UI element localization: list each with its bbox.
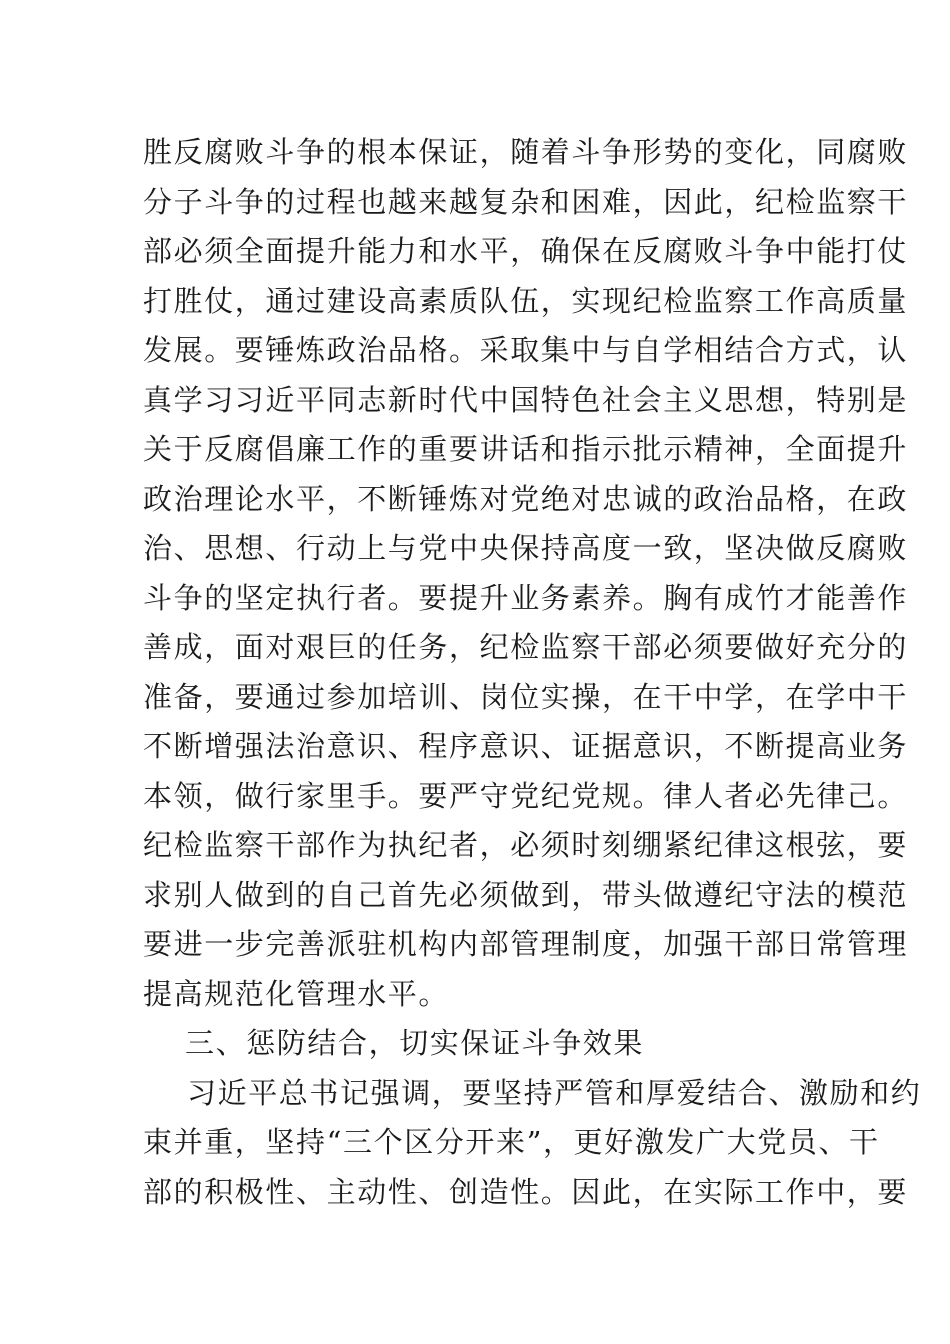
body-line-12: 准备，要通过参加培训、岗位实操，在干中学，在学中干 xyxy=(143,679,909,714)
paragraph2-line-1: 习近平总书记强调，要坚持严管和厚爱结合、激励和约 xyxy=(187,1075,922,1110)
body-line-10: 斗争的坚定执行者。要提升业务素养。胸有成竹才能善作 xyxy=(143,580,909,615)
body-line-15: 纪检监察干部作为执纪者，必须时刻绷紧纪律这根弦，要 xyxy=(143,828,909,862)
section-heading: 三、惩防结合，切实保证斗争效果 xyxy=(185,1026,645,1060)
body-line-5: 发展。要锤炼政治品格。采取集中与自学相结合方式，认 xyxy=(143,333,909,367)
body-line-9: 治、思想、行动上与党中央保持高度一致，坚决做反腐败 xyxy=(143,531,909,565)
body-line-13: 不断增强法治意识、程序意识、证据意识，不断提高业务 xyxy=(143,729,909,763)
body-line-14: 本领，做行家里手。要严守党纪党规。律人者必先律己。 xyxy=(143,778,909,813)
body-line-2: 分子斗争的过程也越来越复杂和困难，因此，纪检监察干 xyxy=(143,184,909,219)
document-body xyxy=(143,128,922,1217)
body-line-3: 部必须全面提升能力和水平，确保在反腐败斗争中能打仗 xyxy=(143,234,909,268)
body-line-17: 要进一步完善派驻机构内部管理制度，加强干部日常管理 xyxy=(143,927,909,961)
body-line-1: 胜反腐败斗争的根本保证，随着斗争形势的变化，同腐败 xyxy=(143,135,909,169)
body-line-7: 关于反腐倡廉工作的重要讲话和指示批示精神，全面提升 xyxy=(143,432,909,466)
paragraph2-line-2: 束并重，坚持“三个区分开来”，更好激发广大党员、干 xyxy=(143,1125,880,1159)
body-line-11: 善成，面对艰巨的任务，纪检监察干部必须要做好充分的 xyxy=(143,630,909,664)
body-line-18: 提高规范化管理水平。 xyxy=(143,976,450,1011)
body-line-8: 政治理论水平，不断锤炼对党绝对忠诚的政治品格，在政 xyxy=(143,481,909,516)
body-line-4: 打胜仗，通过建设高素质队伍，实现纪检监察工作高质量 xyxy=(143,283,909,318)
paragraph2-line-3: 部的积极性、主动性、创造性。因此，在实际工作中，要 xyxy=(143,1174,909,1209)
body-line-16: 求别人做到的自己首先必须做到，带头做遵纪守法的模范 xyxy=(143,877,909,912)
body-line-6: 真学习习近平同志新时代中国特色社会主义思想，特别是 xyxy=(143,382,909,417)
